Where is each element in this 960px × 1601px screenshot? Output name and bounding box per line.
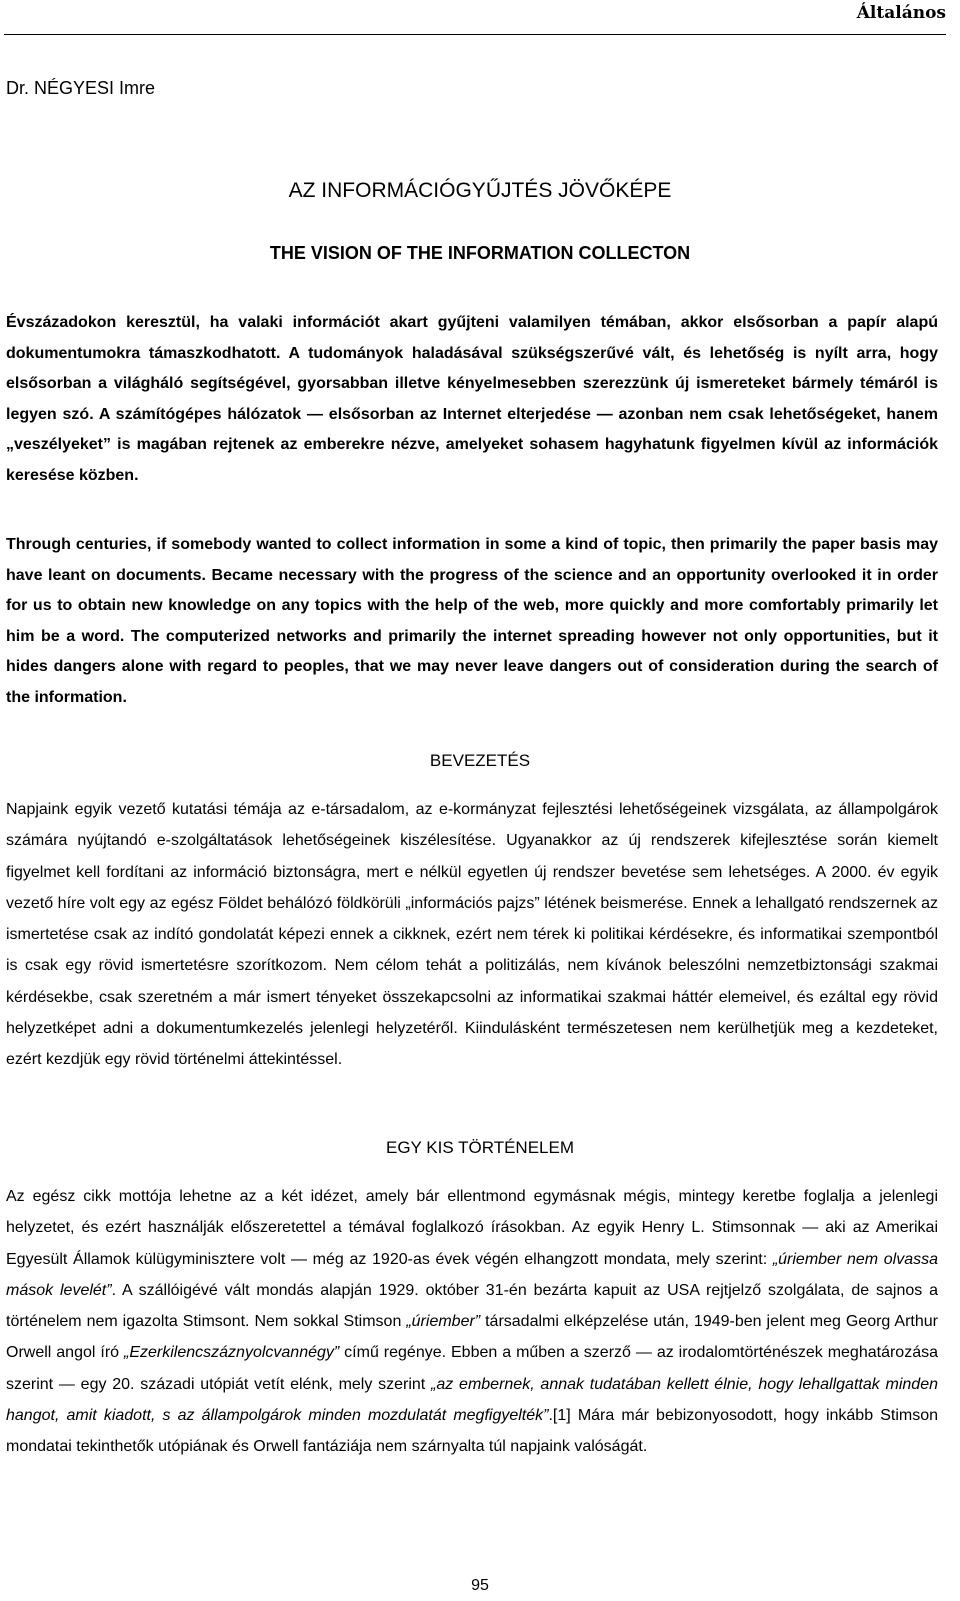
stimson-quote: „úriember nem olvassa mások levelét” (6, 1250, 938, 1299)
abstract-english: Through centuries, if somebody wanted to collect information in some a kind of topic, then primarily the paper basis may have leant on documents. Became necessary with the progress of the science and an opportunity overlooked it in order for us to obtain new knowledge on any topics with the help of the web, more quickly and more comfortably primarily let him be a word. The computerized networks and primarily the internet spreading however not only opportunities, but it hides dangers alone with regard to peoples, that we may never leave dangers out of consideration during the search of the information. (6, 536, 938, 706)
introduction-paragraph: Napjaink egyik vezető kutatási témája az e-társadalom, az e-kormányzat fejlesztési lehetőségeinek vizsgálata, az állampolgárok számára nyújtandó e-szolgáltatások lehetőségeinek kiszélesítése. Ugyanakkor az új rendszerek kifejlesztése során kiemelt figyelmet kell fordítani az információ biztonságra, mert e nélkül egyetlen új rendszer bevetése sem lehetséges. A 2000. év egyik vezető híre volt egy az egész Földet behálózó földkörüli „információs pajzs” létének beismerése. Ennek a lehallgató rendszernek az ismertetése csak az indító gondolatát képezi ennek a cikknek, ezért nem térek ki politikai kérdésekre, és informatikai szempontból is csak egy rövid ismertetésre szorítkozom. Nem célom tehát a politizálás, nem kívánok beleszólni nemzetbiztonsági szakmai kérdésekbe, csak szeretném a már ismert tényeket összekapcsolni az informatikai szakmai háttér elemeivel, és ezáltal egy rövid helyzetképet adni a dokumentumkezelés jelenlegi helyzetéről. Kiindulásként természetesen nem kerülhetjük meg a kezdeteket, ezért kezdjük egy rövid történelmi áttekintéssel. (6, 801, 938, 1069)
history-text-2: . A szállóigévé vált mondás alapján 1929. október 31-én bezárta kapuit az USA rejtjelző szolgálata, de sajnos a történelem nem igazolta Stimsont. Nem sokkal Stimson (6, 1281, 939, 1331)
article-subtitle: THE VISION OF THE INFORMATION COLLECTON (269, 243, 691, 263)
article-title: AZ INFORMÁCIÓGYŰJTÉS JÖVŐKÉPE (288, 179, 672, 202)
history-paragraph (6, 1181, 938, 1463)
novel-title: „Ezerkilencszáznyolcvannégy” (124, 1344, 340, 1362)
history-text-5: .[1] Mára már bebizonyosodott, hogy inkább Stimson mondatai tekinthetők utópiának és Orwell fantáziája nem szárnyalta túl napjaink valóságát. (6, 1407, 939, 1456)
running-header-category: Általános (856, 3, 946, 23)
header-rule (4, 34, 946, 35)
section-heading-introduction: BEVEZETÉS (429, 751, 531, 770)
author-name: Dr. NÉGYESI Imre (6, 78, 156, 98)
gentleman-term: „úriember” (406, 1313, 481, 1331)
history-text-4: című regénye. Ebben a műben a szerző — az irodalomtörténészek meghatározása szerint — egy 20. századi utópiát vetít elénk, mely szerint (6, 1344, 938, 1393)
page-number: 95 (471, 1577, 489, 1594)
orwell-quote: „az embernek, annak tudatában kellett élnie, hogy lehallgattak minden hangot, amit kiadott, s az állampolgárok minden mozdulatát megfigyelték” (6, 1375, 938, 1425)
history-text-3: társadalmi elképzelése után, 1949-ben jelent meg Georg Arthur Orwell angol író (6, 1313, 938, 1362)
section-heading-history: EGY KIS TÖRTÉNELEM (385, 1138, 574, 1157)
history-text-1: Az egész cikk mottója lehetne az a két idézet, amely bár ellentmond egymásnak mégis, mintegy keretbe foglalja a jelenlegi helyzetet, és ezért használják előszeretettel a témával foglalkozó írásokban. Az egyik Henry L. Stimsonnak — aki az Amerikai Egyesült Államok külügyminisztere volt — még az 1920-as évek végén elhangzott mondata, mely szerint: (6, 1188, 938, 1268)
abstract-hungarian: Évszázadokon keresztül, ha valaki információt akart gyűjteni valamilyen témában, akkor elsősorban a papír alapú dokumentumokra támaszkodhatott. A tudományok haladásával szükségszerűvé vált, és lehetőség is nyílt arra, hogy elsősorban a világháló segítségével, gyorsabban illetve kényelmesebben szerezzünk új ismereteket bármely témáról is legyen szó. A számítógépes hálózatok — elsősorban az Internet elterjedése — azonban nem csak lehetőségeket, hanem „veszélyeket” is magában rejtenek az emberekre nézve, amelyeket sohasem hagyhatunk figyelmen kívül az információk keresése közben. (6, 314, 938, 484)
